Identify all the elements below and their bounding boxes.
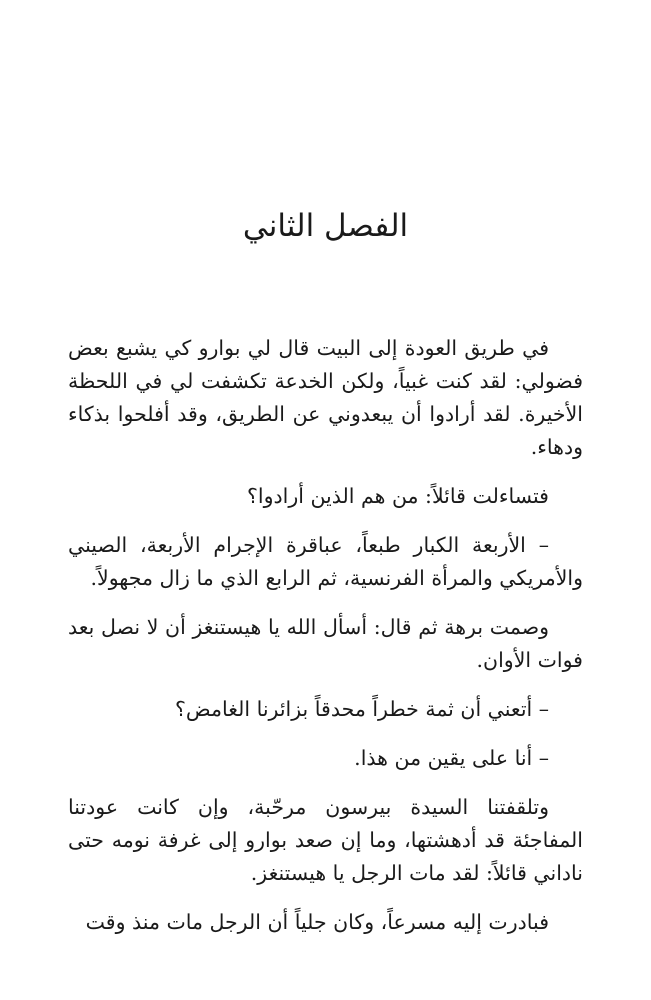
chapter-body xyxy=(68,332,583,939)
paragraph: وصمت برهة ثم قال: أسأل الله يا هيستنغز أن لا نصل بعد فوات الأوان. xyxy=(68,615,583,672)
paragraph: – أنا على يقين من هذا. xyxy=(354,746,549,770)
chapter-title: الفصل الثاني xyxy=(242,208,409,244)
paragraph: فتساءلت قائلاً: من هم الذين أرادوا؟ xyxy=(247,484,549,508)
paragraph: فبادرت إليه مسرعاً، وكان جلياً أن الرجل مات منذ وقت xyxy=(85,910,549,934)
paragraph: – أتعني أن ثمة خطراً محدقاً بزائرنا الغامض؟ xyxy=(175,697,549,721)
paragraph: وتلقفتنا السيدة بيرسون مرحّبة، وإن كانت عودتنا المفاجئة قد أدهشتها، وما إن صعد بوارو إلى غرفة نومه حتى ناداني قائلاً: لقد مات الرجل يا هيستنغز. xyxy=(68,795,583,885)
paragraph: – الأربعة الكبار طبعاً، عباقرة الإجرام الأربعة، الصيني والأمريكي والمرأة الفرنسية، ثم الرابع الذي ما زال مجهولاً. xyxy=(68,533,583,590)
paragraph: في طريق العودة إلى البيت قال لي بوارو كي يشبع بعض فضولي: لقد كنت غبياً، ولكن الخدعة تكشفت لي في اللحظة الأخيرة. لقد أرادوا أن يبعدوني عن الطريق، وقد أفلحوا بذكاء ودهاء. xyxy=(68,336,583,459)
